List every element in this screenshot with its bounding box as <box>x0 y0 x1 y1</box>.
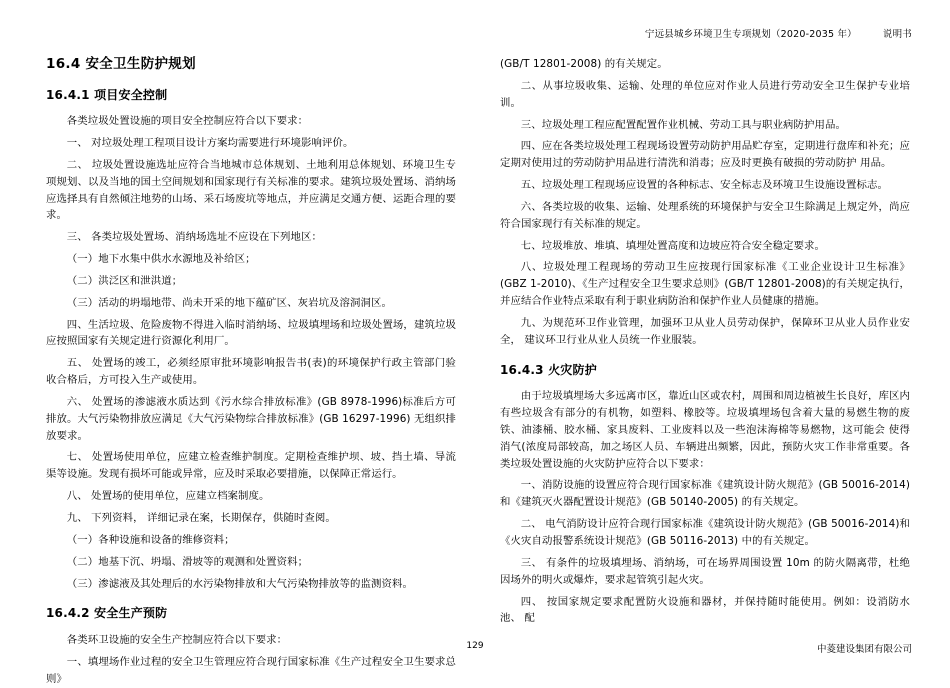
page-number: 129 <box>466 641 484 651</box>
paragraph: 七、 处置场使用单位，应建立检查维护制度。定期检查维护坝、坡、挡土墙、导流渠等设施。发现有损坏可能或异常，应及时采取必要措施，以保障正常运行。 <box>46 451 456 481</box>
paragraph: 八、 处置场的使用单位，应建立档案制度。 <box>66 490 270 503</box>
paragraph: （二）洪泛区和泄洪道； <box>66 274 183 287</box>
paragraph: 五、 处置场的竣工，必须经原审批环境影响报告书(表)的环境保护行政主管部门验收合格后，方可投入生产或使用。 <box>46 357 456 387</box>
paragraph: 九、 下列资料， 详细记录在案，长期保存，供随时查阅。 <box>66 512 336 525</box>
paragraph: 七、垃圾堆放、堆填、填埋处置高度和边坡应符合安全稳定要求。 <box>520 239 826 252</box>
paragraph: 五、垃圾处理工程现场应设置的各种标志、安全标志及环境卫生设施设置标志。 <box>520 179 888 192</box>
paragraph: 一、消防设施的设置应符合现行国家标准《建筑设计防火规范》(GB 50016-2014)和《建筑灭火器配置设计规范》(GB 50140-2005) 的有关规定。 <box>500 479 910 509</box>
right-column <box>500 56 910 631</box>
page-header <box>645 26 912 40</box>
header-doc-type: 说明书 <box>882 29 912 40</box>
paragraph: 三、垃圾处理工程应配置配置作业机械、劳动工具与职业病防护用品。 <box>520 118 847 131</box>
paragraph: 六、 处置场的渗滤液水质达到《污水综合排放标准》(GB 8978-1996)标准后方可排放。大气污染物排放应满足《大气污染物综合排放标准》(GB 16297-1996) 无组织排放要求。 <box>46 395 456 442</box>
paragraph: 四、应在各类垃圾处理工程现场设置劳动防护用品贮存室，定期进行盘库和补充；应定期对使用过的劳动防护用品进行清洗和消毒；应及时更换有破损的劳动防护 用品。 <box>500 140 910 170</box>
paragraph: （一）地下水集中供水水源地及补给区； <box>66 253 256 266</box>
footer-company: 中菱建设集团有限公司 <box>816 644 912 655</box>
paragraph: （二）地基下沉、坍塌、滑坡等的观测和处置资料； <box>66 555 309 568</box>
paragraph: 各类垃圾处置设施的项目安全控制应符合以下要求： <box>66 115 309 128</box>
subsection-heading-16-4-1: 16.4.1 项目安全控制 <box>46 87 168 102</box>
paragraph: 八、垃圾处理工程现场的劳动卫生应按现行国家标准《工业企业设计卫生标准》(GBZ 1-2010)、《生产过程安全卫生要求总则》(GB/T 12801-2008)的有关规定执行，并应结合作业特点采取有利于职业病防治和保护作业人员健康的措施。 <box>500 261 910 308</box>
paragraph: （三）渗滤液及其处理后的水污染物排放和大气污染物排放等的监测资料。 <box>66 577 413 590</box>
section-heading-16-4: 16.4 安全卫生防护规划 <box>46 56 196 72</box>
paragraph: 二、 电气消防设计应符合现行国家标准《建筑设计防火规范》(GB 50016-2014)和《火灾自动报警系统设计规范》(GB 50116-2013) 中的有关规定。 <box>500 518 910 547</box>
paragraph: 三、 有条件的垃圾填埋场、消纳场，可在场界周围设置 10m 的防火隔离带，杜绝因场外的明火或爆炸，要求起管筑引起火灾。 <box>500 556 910 586</box>
paragraph: 九、为规范环卫作业管理，加强环卫从业人员劳动保护，保障环卫从业人员作业安全， 建议环卫行业从业人员统一作业服装。 <box>500 316 910 346</box>
paragraph: 四、 按国家规定要求配置防火设施和器材，并保持随时能使用。例如：设消防水池、 配 <box>500 595 910 625</box>
paragraph: 一、 对垃圾处理工程项目设计方案均需要进行环境影响评价。 <box>66 136 354 149</box>
paragraph: （三）活动的坍塌地带、尚未开采的地下蕴矿区、灰岩坑及溶洞洞区。 <box>66 296 393 309</box>
page-footer <box>0 641 950 655</box>
paragraph: （一）各种设施和设备的维修资料； <box>66 533 235 546</box>
paragraph: (GB/T 12801-2008) 的有关规定。 <box>500 58 668 70</box>
paragraph: 四、生活垃圾、危险废物不得进入临时消纳场、垃圾填埋场和垃圾处置场，建筑垃圾应按照国家有关规定进行资源化利用厂。 <box>46 318 456 348</box>
subsection-heading-16-4-3: 16.4.3 火灾防护 <box>500 362 597 377</box>
paragraph: 各类环卫设施的安全生产控制应符合以下要求： <box>66 633 288 646</box>
header-title: 宁远县城乡环境卫生专项规划（2020-2035 年） <box>644 29 857 40</box>
paragraph: 由于垃圾填埋场大多远离市区，靠近山区或农村，周围和周边植被生长良好，库区内有些垃圾含有部分的有机物，如塑料、橡胶等。垃圾填埋场包含着大量的易燃生物的废铁、油漆桶、胶水桶、家具废料、工业废料以及一些泡沫海棉等易燃物，这可能会 使得消气(浓度局部较高，加之场区人员、车辆进出频繁，因此，预防火灾工作非常重要。各类垃圾处置设施的火灾防护应符合以下要求： <box>500 390 910 470</box>
paragraph: 二、 垃圾处置设施选址应符合当地城市总体规划、土地利用总体规划、环境卫生专项规划、以及当地的国土空间规划和国家现行有关标准的要求。建筑垃圾处置场、消纳场应选择具有自然倾注地势的山场、采石场废坑等地点，并应满足交通方便、运距合理的要求。 <box>46 158 456 222</box>
paragraph: 三、 各类垃圾处置场、消纳场选址不应设在下列地区： <box>66 231 322 244</box>
paragraph: 六、各类垃圾的收集、运输、处理系统的环境保护与安全卫生除满足上规定外，尚应符合国家现行有关标准的规定。 <box>500 200 910 230</box>
paragraph: 二、从事垃圾收集、运输、处理的单位应对作业人员进行劳动安全卫生保护专业培训。 <box>500 79 910 109</box>
paragraph: 一、填埋场作业过程的安全卫生管理应符合现行国家标准《生产过程安全卫生要求总则》 <box>46 655 456 685</box>
subsection-heading-16-4-2: 16.4.2 安全生产预防 <box>46 606 168 621</box>
left-column <box>46 56 456 685</box>
